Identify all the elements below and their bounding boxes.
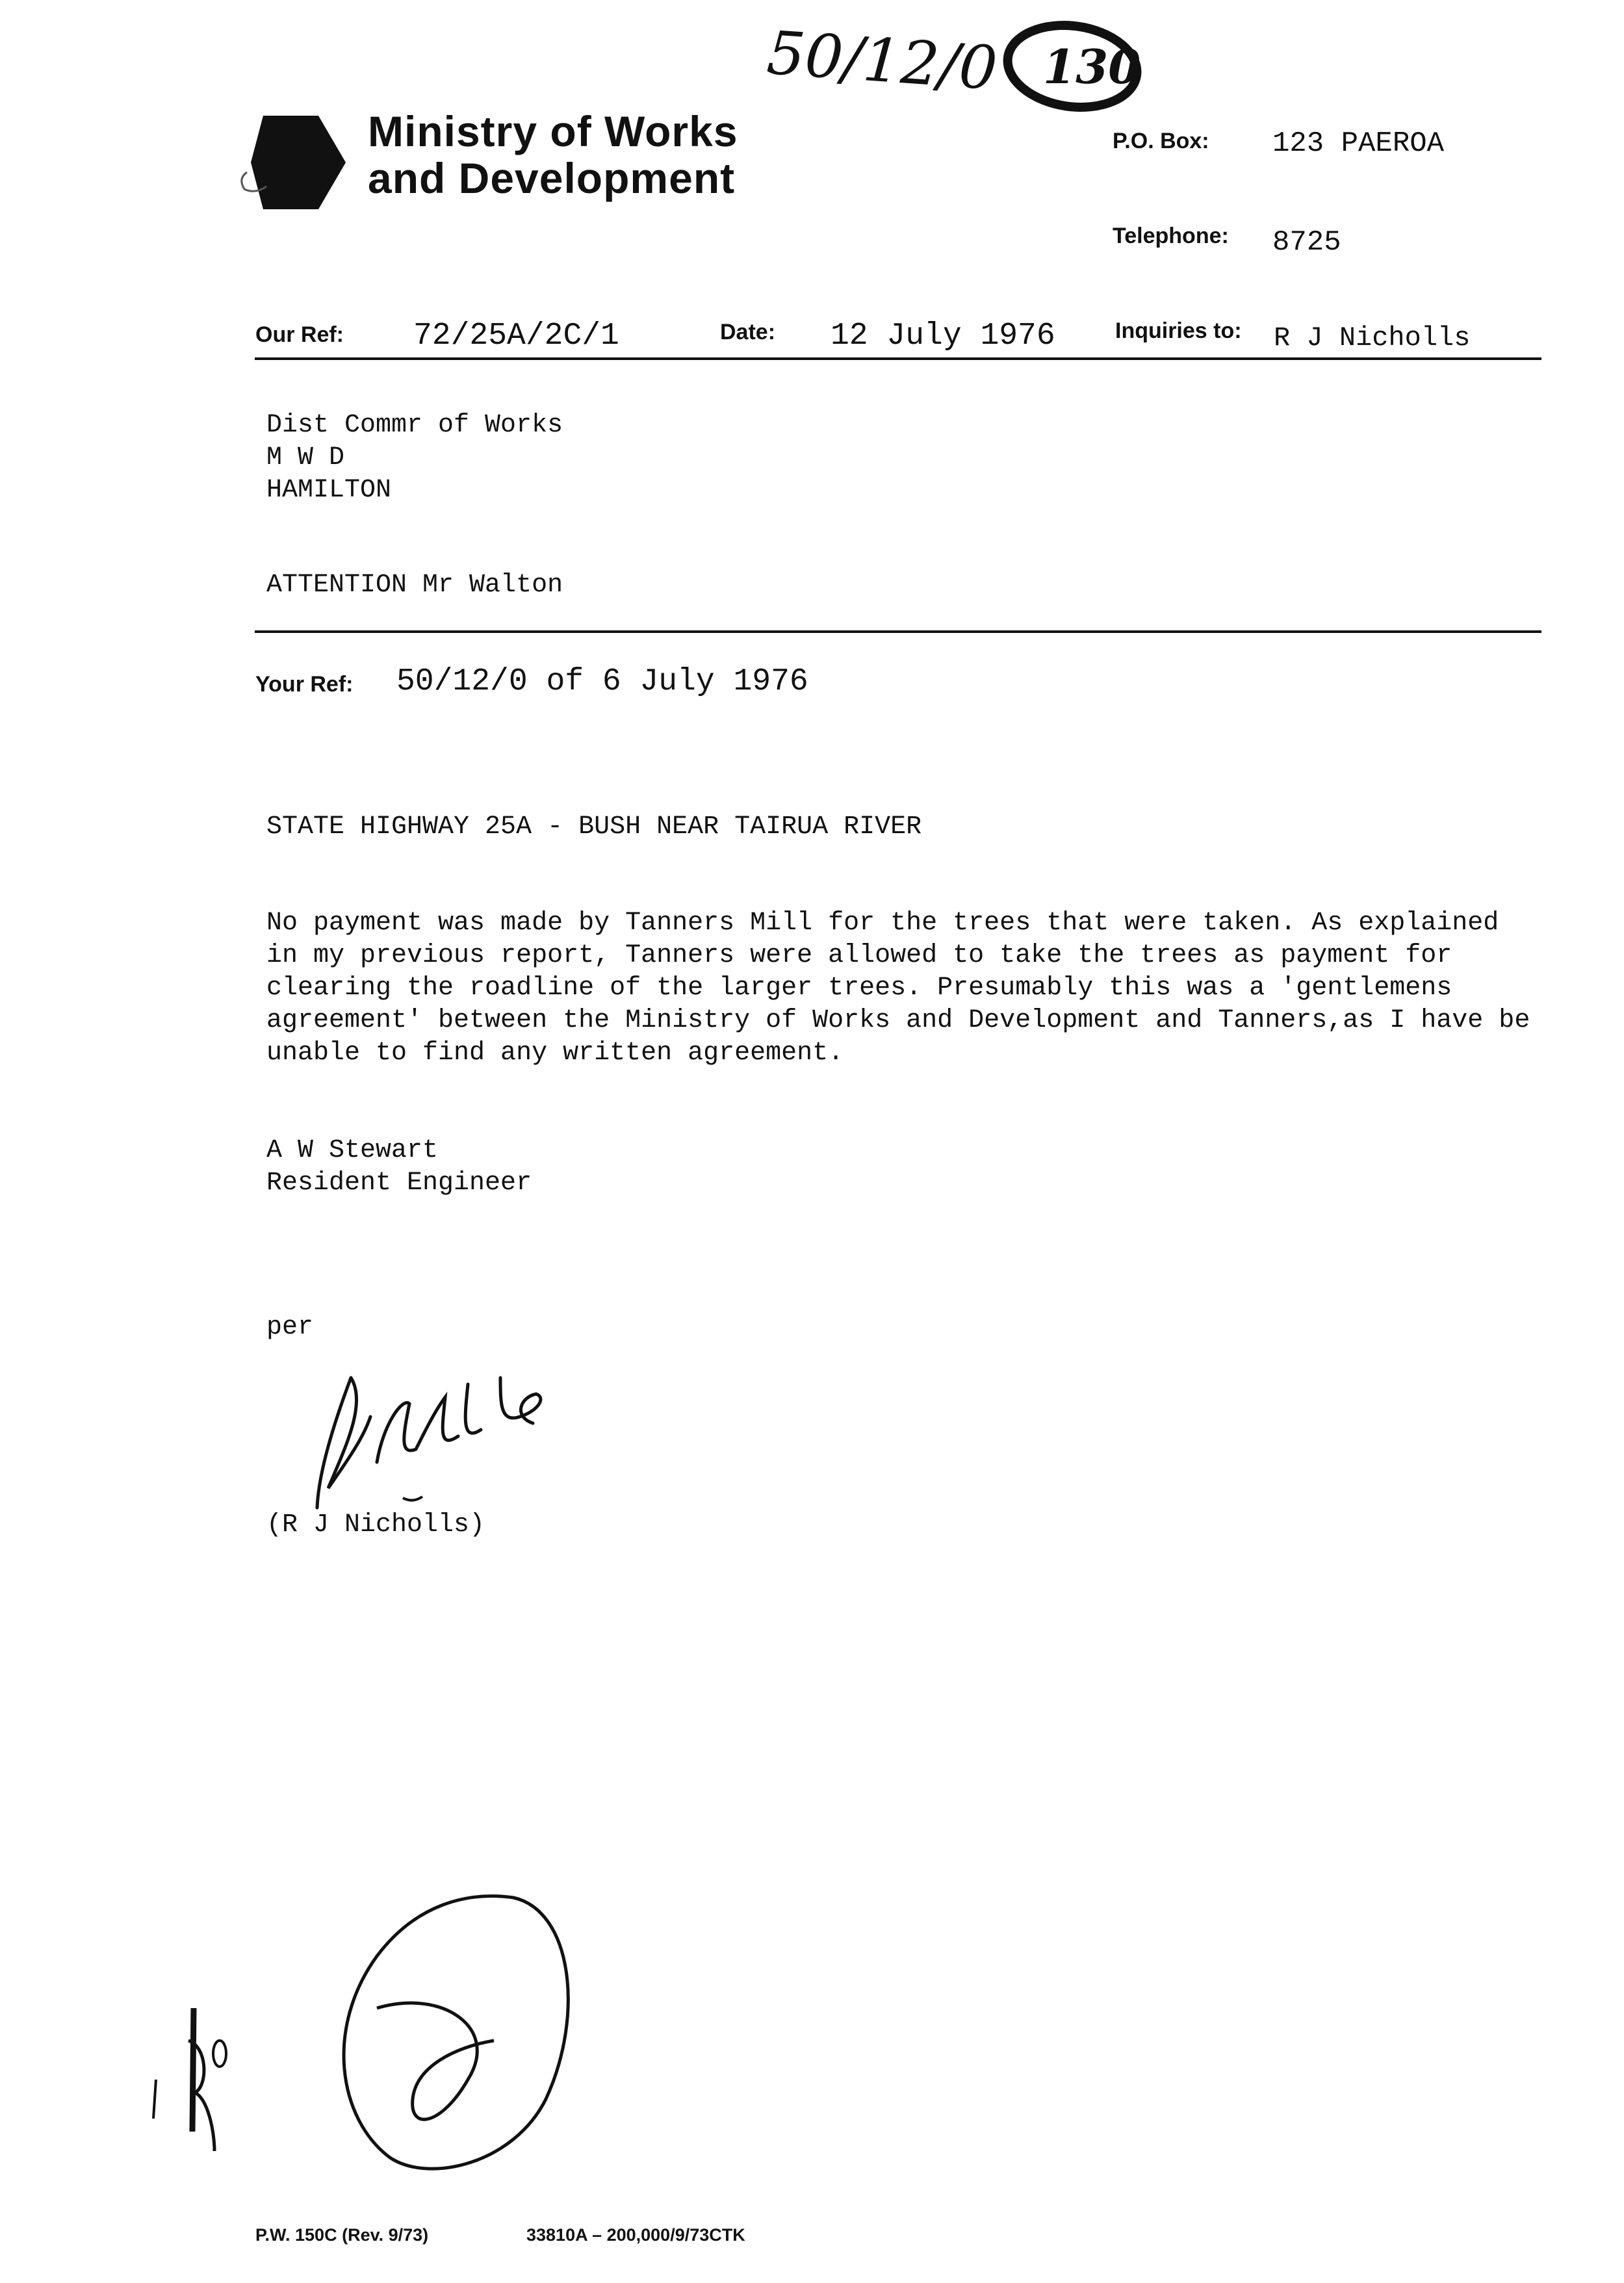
recipient-line1: Dist Commr of Works [266,411,563,440]
svg-text:130: 130 [1043,39,1141,94]
recipient-line3: HAMILTON [266,476,392,505]
handwritten-signature [305,1358,578,1514]
org-name-line1: Ministry of Works [368,107,738,155]
recipient-line2: M W D [266,443,345,472]
circled-page-number [994,6,1150,136]
file-annotation: 50/12/0 [764,18,999,104]
po-box-value: 123 PAEROA [1272,127,1445,160]
handwritten-initials [143,2002,260,2171]
your-ref-value: 50/12/0 of 6 July 1976 [396,664,808,699]
header-divider [255,357,1541,360]
per-label: per [266,1313,314,1342]
attention-line: ATTENTION Mr Walton [266,571,563,600]
telephone-value: 8725 [1272,226,1341,259]
body-line-3: clearing the roadline of the larger trees. Presumably this was a 'gentlemens [266,974,1452,1003]
signatory-name: A W Stewart [266,1136,439,1165]
body-line-2: in my previous report, Tanners were allowed to take the trees as payment for [266,941,1452,970]
your-ref-label: Your Ref: [255,672,354,697]
date-value: 12 July 1976 [831,318,1055,354]
ministry-logo-icon [234,110,351,214]
handwritten-scribble [299,1885,611,2184]
our-ref-label: Our Ref: [255,322,344,347]
subject-line: STATE HIGHWAY 25A - BUSH NEAR TAIRUA RIVER [266,812,922,842]
date-label: Date: [720,320,776,344]
footer-print-code: 33810A – 200,000/9/73CTK [526,2225,745,2245]
signer-name: (R J Nicholls) [266,1510,485,1540]
telephone-label: Telephone: [1113,224,1229,248]
attention-divider [255,630,1541,633]
inquiries-label: Inquiries to: [1115,318,1242,343]
body-line-4: agreement' between the Ministry of Works and Development and Tanners,as I have be [266,1006,1530,1035]
signatory-title: Resident Engineer [266,1168,532,1198]
footer-form-code: P.W. 150C (Rev. 9/73) [255,2225,429,2245]
body-line-1: No payment was made by Tanners Mill for the trees that were taken. As explained [266,909,1499,938]
body-line-5: unable to find any written agreement. [266,1038,844,1068]
inquiries-value: R J Nicholls [1274,322,1471,354]
our-ref-value: 72/25A/2C/1 [413,318,619,354]
po-box-label: P.O. Box: [1113,129,1209,153]
org-name-line2: and Development [368,154,736,202]
